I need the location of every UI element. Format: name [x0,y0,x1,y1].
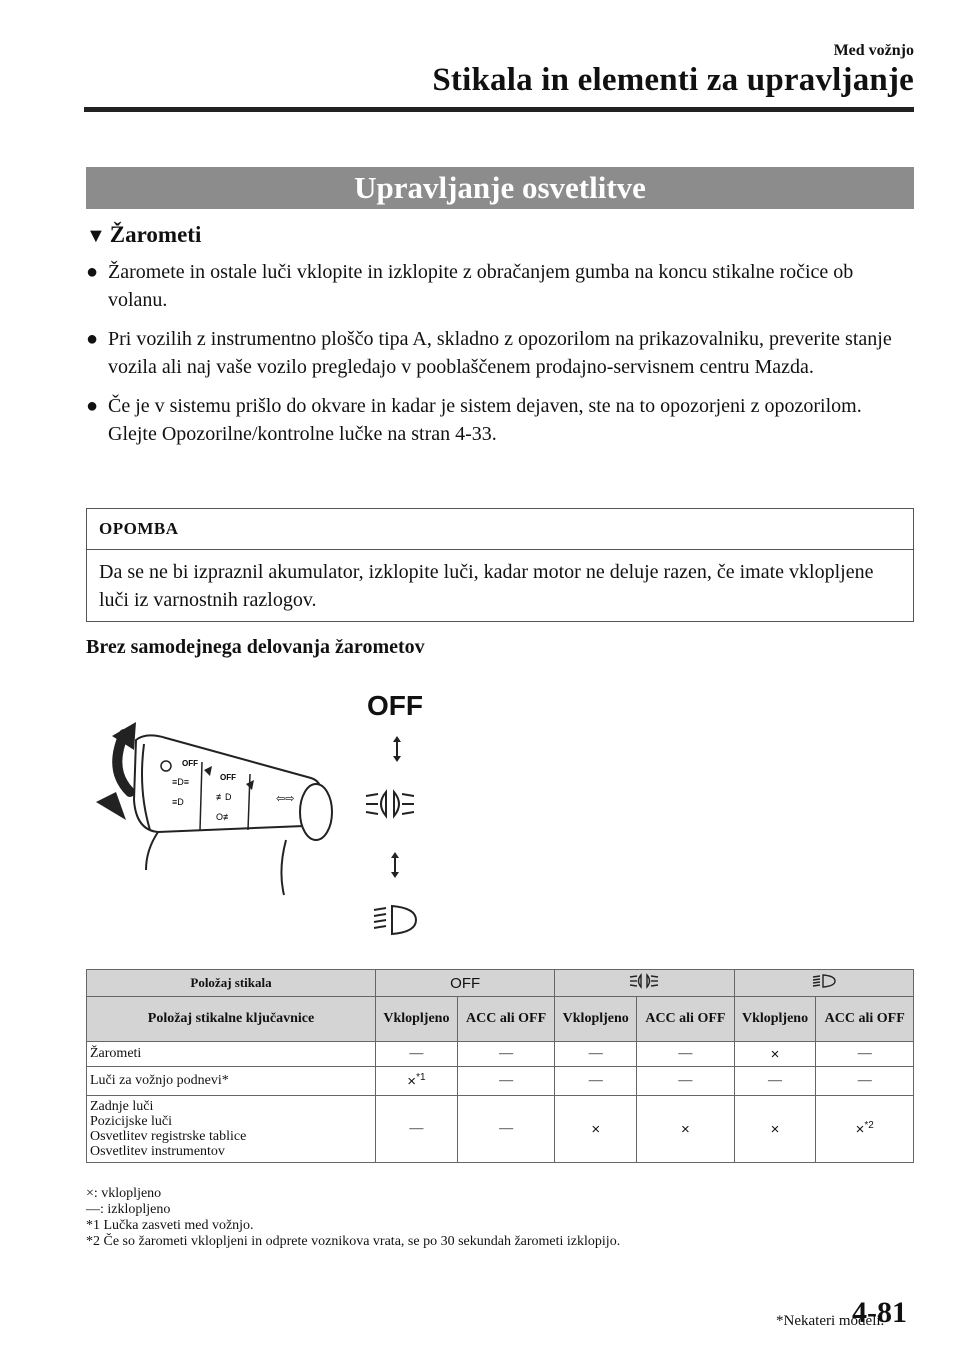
list-item: ● Žaromete in ostale luči vklopite in izklopite z obračanjem gumba na koncu stikalne ročice ob volanu. [86,258,916,314]
table-row [87,1067,914,1096]
footer-note: *Nekateri modeli. [776,1313,885,1329]
table-cell: — [555,1042,637,1067]
note-title: OPOMBA [87,509,913,550]
subsection-title: Žarometi [109,222,202,247]
table-cell: — [457,1042,554,1067]
headlight-icon [809,973,839,989]
footnote: —: izklopljeno [86,1202,171,1217]
header-rule [84,107,914,112]
chapter-label: Med vožnjo [833,42,914,59]
footnote-ref: *1 [416,1072,426,1083]
note-box [86,508,914,622]
table-cell: Žarometi [87,1042,376,1067]
footnote: *2 Če so žarometi vklopljeni in odprete voznikova vrata, se po 30 sekundah žarometi izklopijo. [86,1234,621,1249]
table-cell: — [457,1096,554,1163]
headlight-icon [374,906,416,934]
table-footnotes [86,1186,620,1250]
switch-position-table [86,969,914,1163]
table-header: Vklopljeno [376,997,458,1042]
reference-text: Glejte Opozorilne/kontrolne lučke na stran 4-33. [108,423,497,445]
table-header: Položaj stikalne ključavnice [87,997,376,1042]
off-column-header: OFF [376,970,555,997]
footnote: *1 Lučka zasveti med vožnjo. [86,1218,254,1233]
subheading: Brez samodejnega delovanja žarometov [86,636,425,658]
table-cell: × [555,1096,637,1163]
triangle-marker-icon: ▼ [86,225,106,247]
table-header: ACC ali OFF [816,997,914,1042]
svg-text:≡D≡: ≡D≡ [172,777,190,787]
table-cell: × [734,1096,816,1163]
page-number: 4-81 [852,1296,907,1329]
stalk-off-mark: OFF [220,773,236,782]
table-cell: — [457,1067,554,1096]
parking-light-column-header [555,970,734,997]
stalk-off-mark: OFF [182,759,198,768]
table-cell: — [816,1067,914,1096]
bullet-icon: ● [86,261,99,283]
svg-text:⇦⇨: ⇦⇨ [276,793,295,805]
table-cell: — [376,1096,458,1163]
table-header: Vklopljeno [734,997,816,1042]
table-cell: — [637,1067,734,1096]
table-cell: — [637,1042,734,1067]
table-cell: × [637,1096,734,1163]
section-banner: Upravljanje osvetlitve [86,167,914,209]
parking-light-icon [626,973,662,989]
bullet-icon: ● [86,328,99,350]
table-header: Vklopljeno [555,997,637,1042]
parking-light-icon [366,792,414,816]
table-cell: ×$^{*2}$ [816,1096,914,1163]
svg-text:≢D: ≢D [216,792,232,802]
table-cell: Zadnje luči Pozicijske luči Osvetlitev registrske tablice Osvetlitev instrumentov [87,1096,376,1163]
table-row [87,970,914,997]
table-cell: — [555,1067,637,1096]
table-cell: ×$^{*1}$ [376,1067,458,1096]
footnote: ×: vklopljeno [86,1186,162,1201]
table-cell: — [734,1067,816,1096]
table-row [87,1096,914,1163]
bullet-icon: ● [86,395,99,417]
off-position-label: OFF [367,690,423,721]
table-row [87,1042,914,1067]
table-cell: — [816,1042,914,1067]
svg-text:≡D: ≡D [172,797,184,807]
table-row [87,997,914,1042]
svg-text:O≢: O≢ [216,812,233,822]
bullet-list [86,258,916,459]
table-header: ACC ali OFF [637,997,734,1042]
table-cell: Luči za vožnjo podnevi* [87,1067,376,1096]
table-cell: × [734,1042,816,1067]
subsection-heading [86,222,201,248]
page-section-title: Stikala in elementi za upravljanje [432,62,914,98]
headlight-column-header [734,970,913,997]
list-item: ● Pri vozilih z instrumentno ploščo tipa A, skladno z opozorilom na prikazovalniku, preverite stanje vozila ali naj vaše vozilo pregledajo v pooblaščenem prodajno-servisnem centru Mazda. [86,325,916,381]
footnote-ref: *2 [864,1120,874,1131]
table-header: ACC ali OFF [457,997,554,1042]
table-cell: — [376,1042,458,1067]
note-text: Da se ne bi izpraznil akumulator, izklopite luči, kadar motor ne deluje razen, če imate vklopljene luči iz varnostnih razlogov. [99,561,874,611]
table-header: Položaj stikala [87,970,376,997]
list-item: ● Če je v sistemu prišlo do okvare in kadar je sistem dejaven, ste na to opozorjeni z opozorilom. Glejte Opozorilne/kontrolne lučke na stran 4-33. [86,392,916,448]
